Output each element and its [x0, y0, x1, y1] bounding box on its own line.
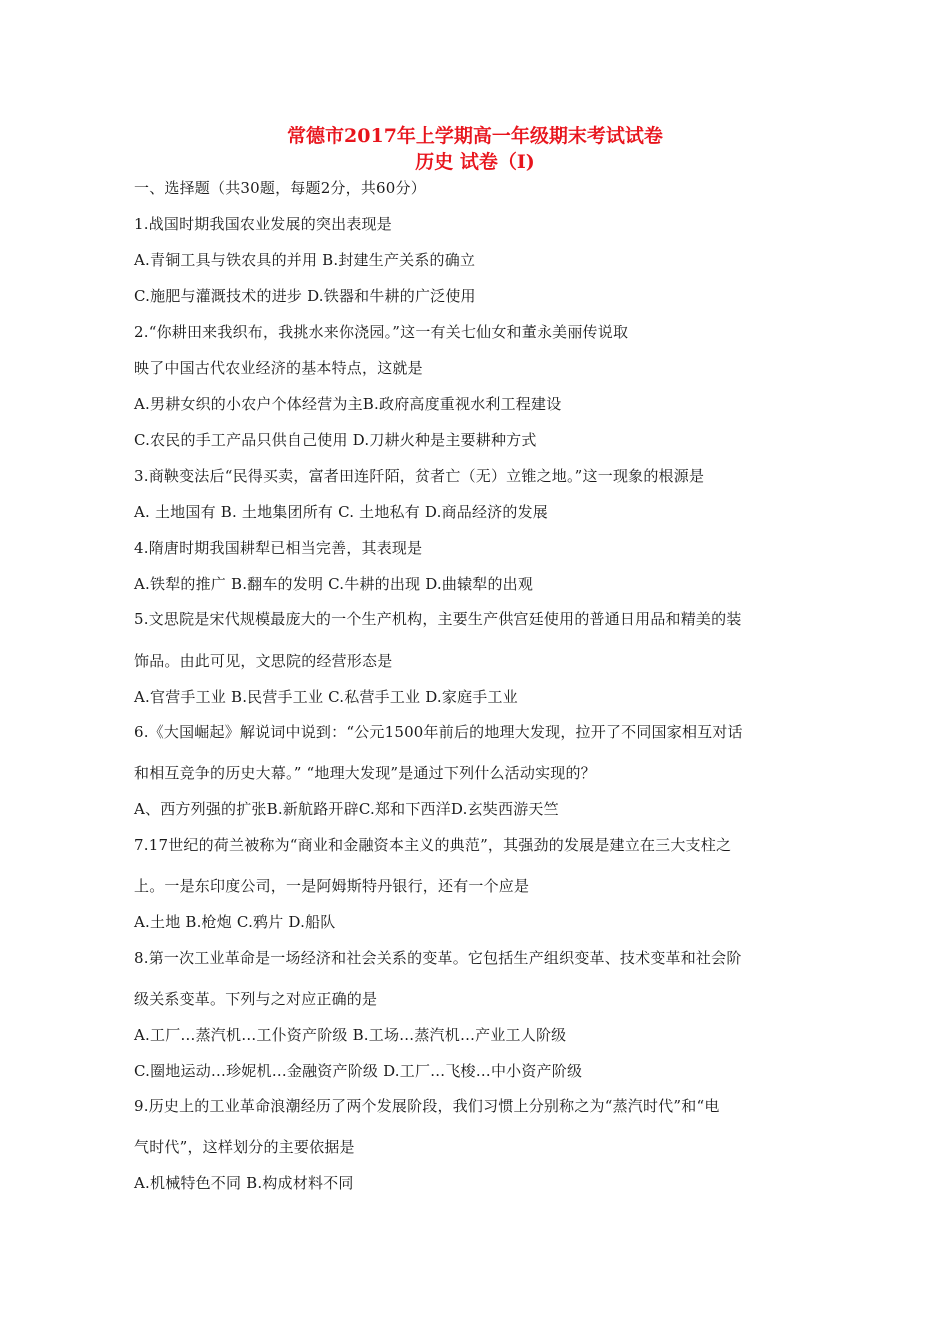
- answer-options: A.官营手工业 B.民营手工业 C.私营手工业 D.家庭手工业: [134, 688, 518, 706]
- answer-options: A.男耕女织的小农户个体经营为主B.政府高度重视水利工程建设: [134, 395, 562, 413]
- answer-options: A.青铜工具与铁农具的并用 B.封建生产关系的确立: [134, 251, 476, 269]
- question-text: 饰品。由此可见，文思院的经营形态是: [134, 652, 393, 670]
- question-text: 6.《大国崛起》解说词中说到：“公元1500年前后的地理大发现，拉开了不同国家相互对话: [134, 723, 743, 741]
- answer-options: A.工厂…蒸汽机…工仆资产阶级 B.工场…蒸汽机…产业工人阶级: [134, 1026, 567, 1044]
- exam-title: 常德市2017年上学期高一年级期末考试试卷: [287, 125, 663, 147]
- question-text: 和相互竞争的历史大幕。” “地理大发现”是通过下列什么活动实现的？: [134, 764, 596, 782]
- question-text: 7.17世纪的荷兰被称为“商业和金融资本主义的典范”，其强劲的发展是建立在三大支柱之: [134, 836, 732, 854]
- question-text: 2.“你耕田来我织布，我挑水来你浇园。”这一有关七仙女和董永美丽传说取: [134, 323, 629, 341]
- exam-subtitle: 历史 试卷（I): [415, 151, 535, 173]
- answer-options: C.圈地运动…珍妮机…金融资产阶级 D.工厂…飞梭…中小资产阶级: [134, 1062, 583, 1080]
- answer-options: C.农民的手工产品只供自己使用 D.刀耕火种是主要耕种方式: [134, 431, 537, 449]
- question-text: 上。一是东印度公司，一是阿姆斯特丹银行，还有一个应是: [134, 877, 530, 895]
- answer-options: A.铁犁的推广 B.翻车的发明 C.牛耕的出现 D.曲辕犁的出观: [134, 575, 534, 593]
- section-heading: 一、选择题（共30题，每题2分，共60分）: [134, 179, 426, 197]
- answer-options: A. 土地国有 B. 土地集团所有 C. 土地私有 D.商品经济的发展: [134, 503, 548, 521]
- answer-options: C.施肥与灌溉技术的进步 D.铁器和牛耕的广泛使用: [134, 287, 476, 305]
- question-text: 5.文思院是宋代规模最庞大的一个生产机构，主要生产供宫廷使用的普通日用品和精美的装: [134, 610, 742, 628]
- question-text: 3.商鞅变法后“民得买卖，富者田连阡陌，贫者亡（无）立锥之地。”这一现象的根源是: [134, 467, 705, 485]
- question-text: 9.历史上的工业革命浪潮经历了两个发展阶段，我们习惯上分别称之为“蒸汽时代”和“电: [134, 1097, 720, 1115]
- question-text: 1.战国时期我国农业发展的突出表现是: [134, 215, 392, 233]
- answer-options: A.土地 B.枪炮 C.鸦片 D.船队: [134, 913, 336, 931]
- question-text: 4.隋唐时期我国耕犁已相当完善，其表现是: [134, 539, 423, 557]
- question-text: 映了中国古代农业经济的基本特点，这就是: [134, 359, 423, 377]
- question-text: 气时代”，这样划分的主要依据是: [134, 1138, 355, 1156]
- answer-options: A.机械特色不同 B.构成材料不同: [134, 1174, 354, 1192]
- question-text: 8.第一次工业革命是一场经济和社会关系的变革。它包括生产组织变革、技术变革和社会阶: [134, 949, 742, 967]
- question-text: 级关系变革。下列与之对应正确的是: [134, 990, 378, 1008]
- answer-options: A、西方列强的扩张B.新航路开辟C.郑和下西洋D.玄奘西游天竺: [134, 800, 559, 818]
